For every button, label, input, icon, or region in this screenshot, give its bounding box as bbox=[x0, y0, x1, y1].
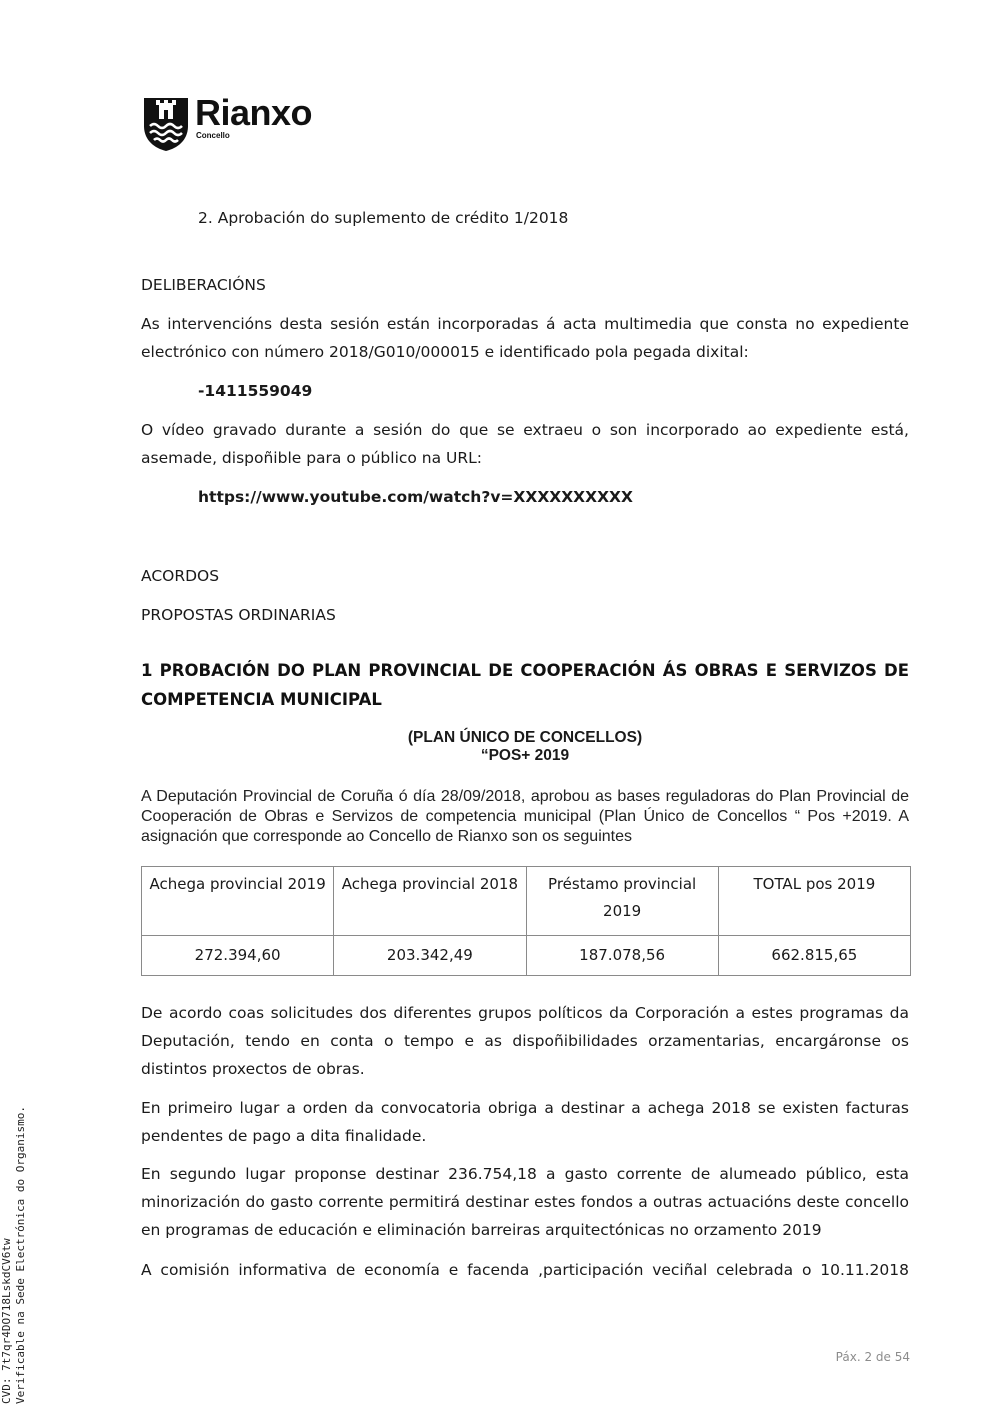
logo-name: Rianxo bbox=[195, 92, 313, 133]
digital-hash: -1411559049 bbox=[198, 382, 313, 400]
concello-logo bbox=[142, 92, 352, 152]
cvd-code: CVD: 7t7qr4DO718LskdCV6tw bbox=[0, 1238, 13, 1404]
table-cell: 203.342,49 bbox=[334, 936, 526, 976]
paragraph-3: En segundo lugar proponse destinar 236.754,18 a gasto corrente de alumeado público, esta minorización do gasto corrente permitirá destinar estes fondos a outras actuacións deste concello en programas de educación e eliminación barreiras arquitectónicas no orzamento 2019 bbox=[141, 1165, 909, 1239]
acordos-heading: ACORDOS bbox=[141, 567, 220, 585]
table-header-cell: TOTAL pos 2019 bbox=[718, 867, 910, 936]
table-header-cell: Préstamo provincial 2019 bbox=[526, 867, 718, 936]
table-header-cell: Achega provincial 2018 bbox=[334, 867, 526, 936]
propostas-heading: PROPOSTAS ORDINARIAS bbox=[141, 606, 336, 624]
paragraph-1: De acordo coas solicitudes dos diferentes grupos políticos da Corporación a estes programas da Deputación, tendo en conta o tempo e as dispoñibilidades orzamentarias, encargáronse os distintos proxectos de obras. bbox=[141, 1004, 909, 1078]
paragraph-4: A comisión informativa de economía e facenda ,participación veciñal celebrada o 10.11.2018 bbox=[141, 1261, 909, 1279]
cvd-verification-note: Verificable na Sede Electrónica do Organismo. bbox=[14, 1105, 27, 1404]
deliberacions-text: As intervencións desta sesión están incorporadas á acta multimedia que consta no expediente electrónico con número 2018/G010/000015 e identificado pola pegada dixital: bbox=[141, 315, 909, 361]
table-cell: 272.394,60 bbox=[142, 936, 334, 976]
deputacion-text: A Deputación Provincial de Coruña ó día 28/09/2018, aprobou as bases reguladoras do Plan Provincial de Cooperación de Obras e Servizos de competencia municipal (Plan Único de Concellos “ Pos +2019. A asignación que corresponde ao Concello de Rianxo son os seguintes bbox=[141, 788, 909, 845]
deliberacions-heading: DELIBERACIÓNS bbox=[141, 276, 266, 294]
page-number: Páx. 2 de 54 bbox=[835, 1350, 910, 1364]
video-text: O vídeo gravado durante a sesión do que se extraeu o son incorporado ao expediente está, asemade, dispoñible para o público na URL: bbox=[141, 421, 909, 467]
rianxo-shield-icon bbox=[142, 96, 190, 152]
table-cell: 662.815,65 bbox=[718, 936, 910, 976]
table-header-row bbox=[142, 867, 911, 936]
plan-subtitle-2: “POS+ 2019 bbox=[480, 747, 570, 764]
agenda-item-1-title: 1 PROBACIÓN DO PLAN PROVINCIAL DE COOPERACIÓN ÁS OBRAS E SERVIZOS DE COMPETENCIA MUNICIPAL bbox=[141, 661, 909, 709]
plan-subtitle-1: (PLAN ÚNICO DE CONCELLOS) bbox=[407, 729, 643, 746]
paragraph-2: En primeiro lugar a orden da convocatoria obriga a destinar a achega 2018 se existen facturas pendentes de pago a dita finalidade. bbox=[141, 1099, 909, 1145]
table-row bbox=[142, 936, 911, 976]
allocation-table bbox=[141, 866, 911, 976]
video-url-link[interactable]: https://www.youtube.com/watch?v=XXXXXXXXXX bbox=[198, 488, 633, 506]
logo-subtitle: Concello bbox=[196, 131, 230, 140]
table-cell: 187.078,56 bbox=[526, 936, 718, 976]
cvd-verification bbox=[0, 1106, 28, 1404]
table-header-cell: Achega provincial 2019 bbox=[142, 867, 334, 936]
agenda-item-2: 2. Aprobación do suplemento de crédito 1/2018 bbox=[198, 209, 569, 227]
